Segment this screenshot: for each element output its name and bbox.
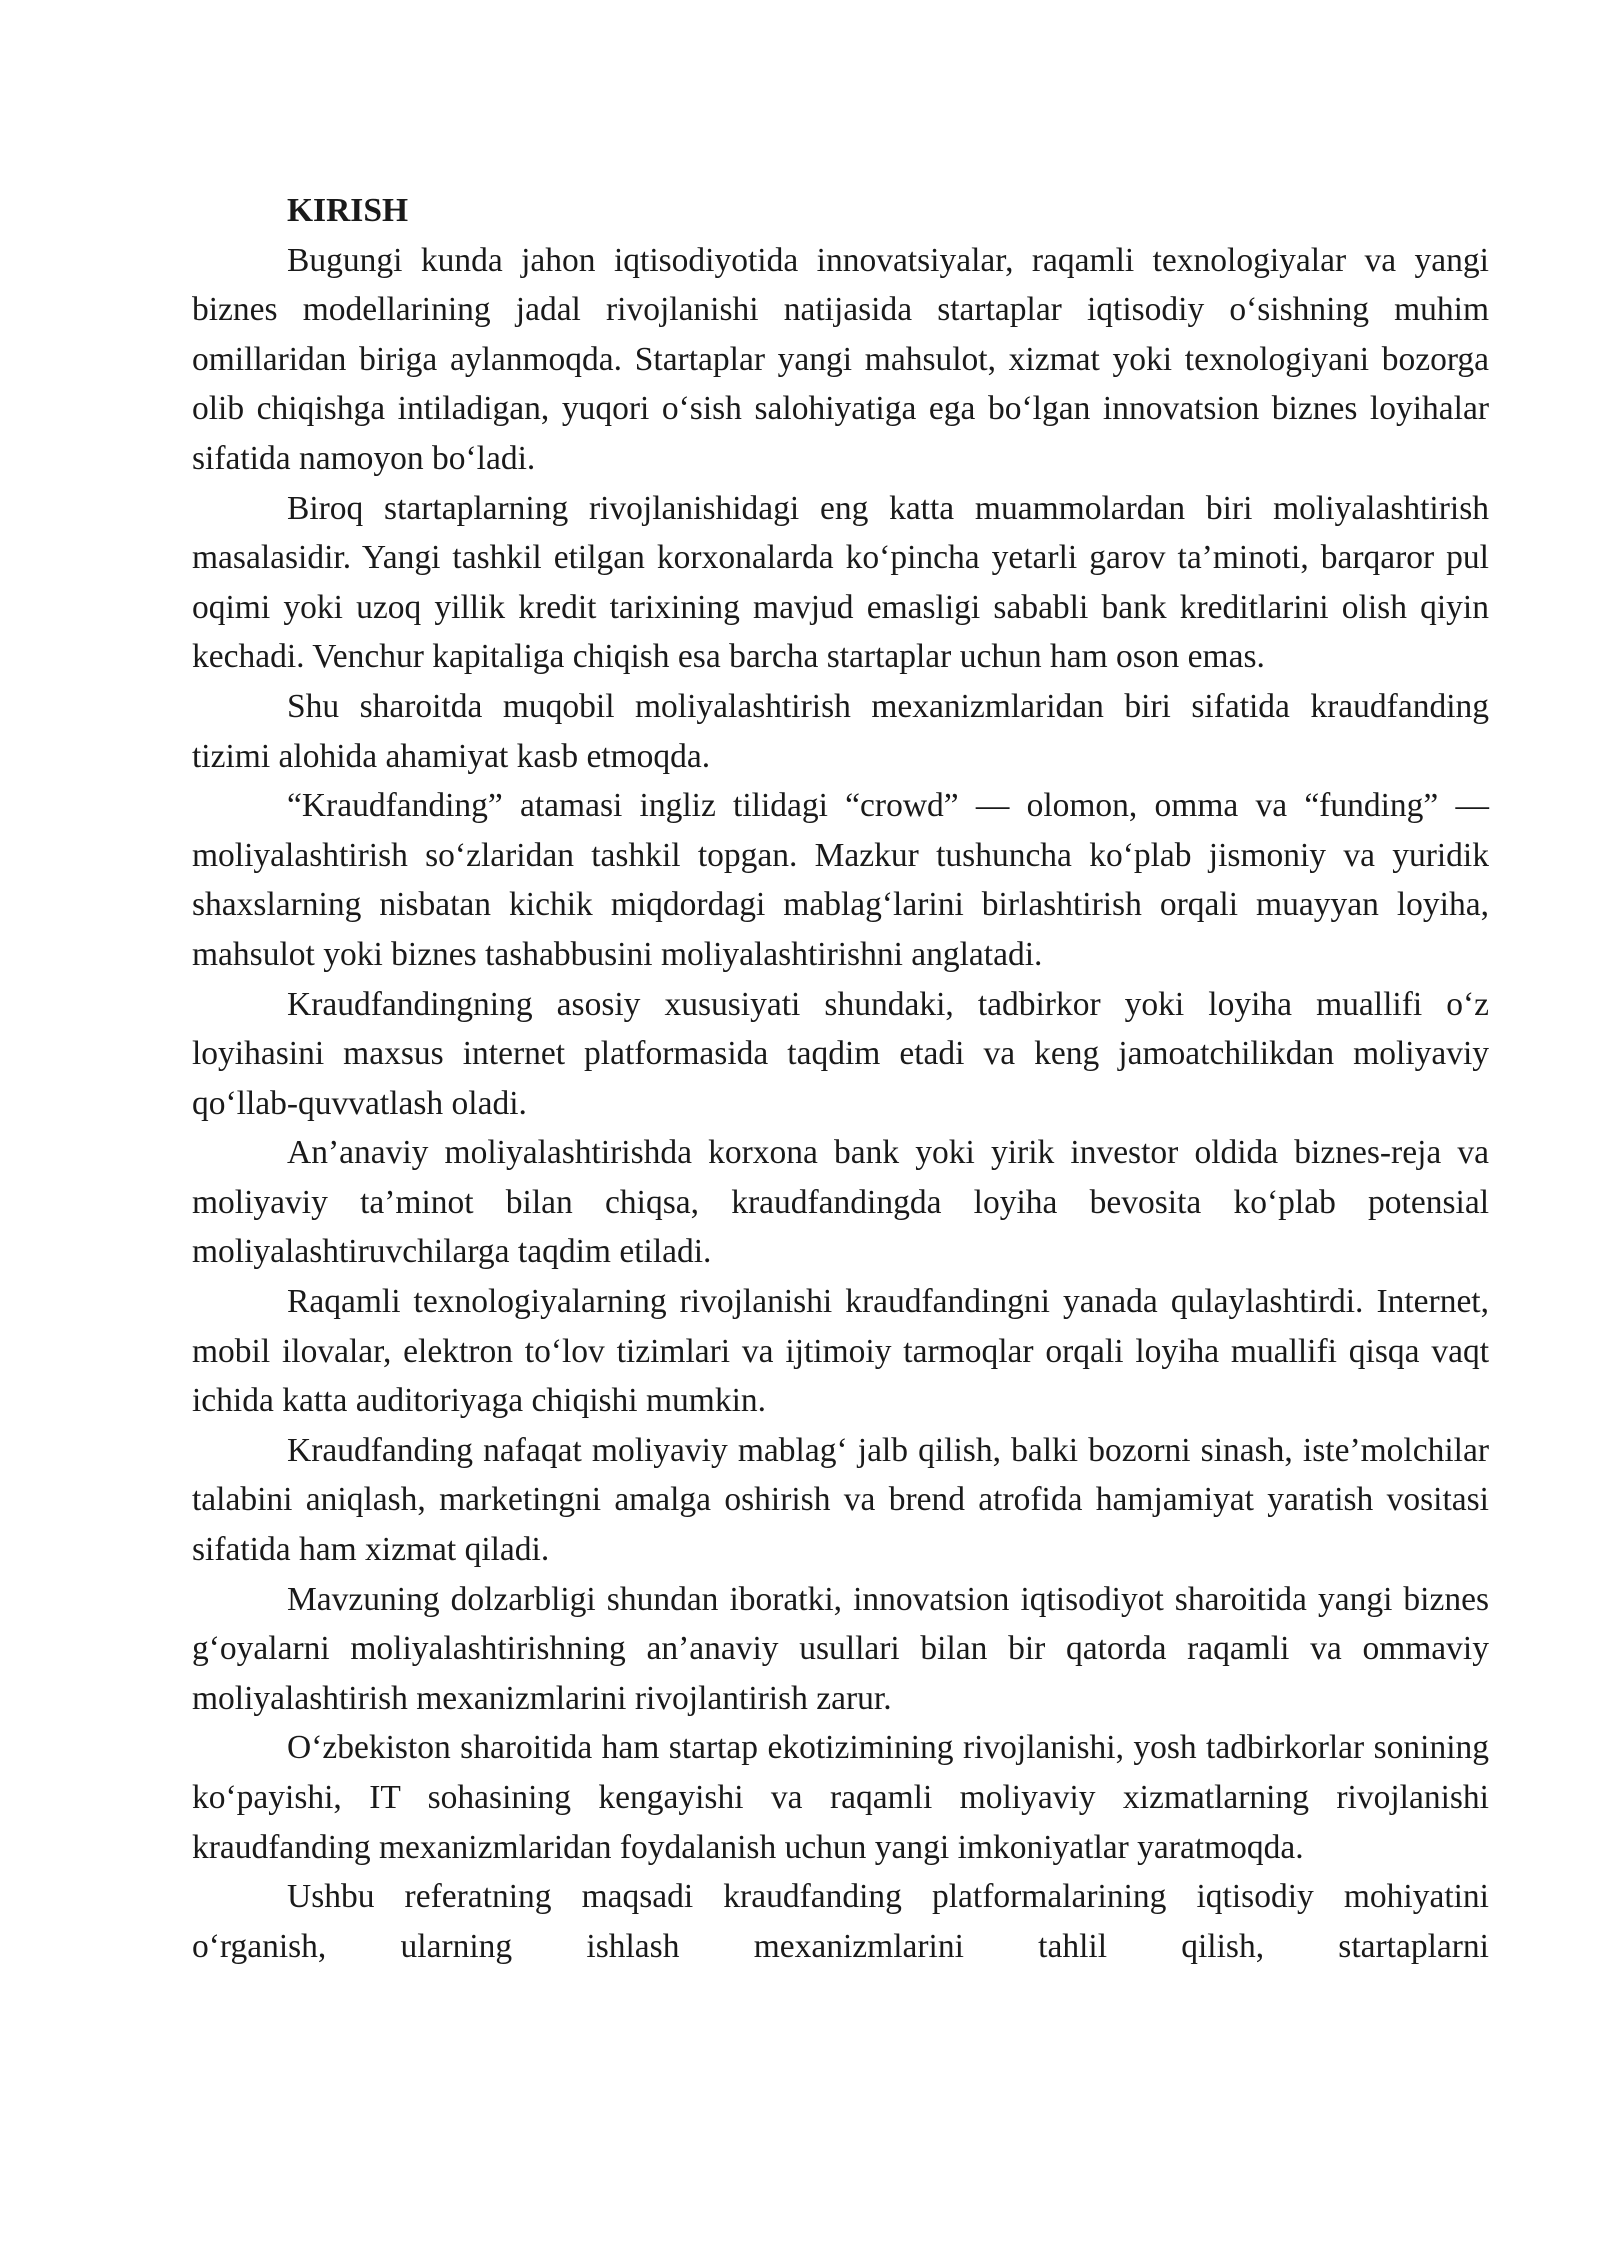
paragraph-10: O‘zbekiston sharoitida ham startap ekotizimining rivojlanishi, yosh tadbirkorlar sonining ko‘payishi, IT sohasining kengayishi va raqamli moliyaviy xizmatlarning rivojlanishi kraudfanding mexanizmlaridan foydalanish uchun yangi imkoniyatlar yaratmoqda.: [192, 1729, 1489, 1866]
paragraph-2: Biroq startaplarning rivojlanishidagi eng katta muammolardan biri moliyalashtirish masalasidir. Yangi tashkil etilgan korxonalarda ko‘pincha yetarli garov ta’minoti, barqaror pul oqimi yoki uzoq yillik kredit tarixining mavjud emasligi sababli bank kreditlarini olish qiyin kechadi. Venchur kapitaliga chiqish esa barcha startaplar uchun ham oson emas.: [192, 489, 1489, 676]
paragraph-7: Raqamli texnologiyalarning rivojlanishi kraudfandingni yanada qulaylashtirdi. Internet, mobil ilovalar, elektron to‘lov tizimlari va ijtimoiy tarmoqlar orqali loyiha muallifi qisqa vaqt ichida katta auditoriyaga chiqishi mumkin.: [192, 1283, 1489, 1420]
paragraph-9: Mavzuning dolzarbligi shundan iboratki, innovatsion iqtisodiyot sharoitida yangi biznes g‘oyalarni moliyalashtirishning an’anaviy usullari bilan bir qatorda raqamli va ommaviy moliyalashtirish mexanizmlarini rivojlantirish zarur.: [192, 1580, 1489, 1717]
paragraph-4: “Kraudfanding” atamasi ingliz tilidagi “crowd” — olomon, omma va “funding” — moliyalashtirish so‘zlaridan tashkil topgan. Mazkur tushuncha ko‘plab jismoniy va yuridik shaxslarning nisbatan kichik miqdordagi mablag‘larini birlashtirish orqali muayyan loyiha, mahsulot yoki biznes tashabbusini moliyalashtirishni anglatadi.: [192, 787, 1489, 973]
document-body: [192, 186, 1489, 1971]
paragraph-8: Kraudfanding nafaqat moliyaviy mablag‘ jalb qilish, balki bozorni sinash, iste’molchilar talabini aniqlash, marketingni amalga oshirish va brend atrofida hamjamiyat yaratish vositasi sifatida ham xizmat qiladi.: [192, 1431, 1489, 1569]
paragraph-5: Kraudfandingning asosiy xususiyati shundaki, tadbirkor yoki loyiha muallifi o‘z loyihasini maxsus internet platformasida taqdim etadi va keng jamoatchilikdan moliyaviy qo‘llab-quvvatlash oladi.: [192, 985, 1489, 1122]
paragraph-11: Ushbu referatning maqsadi kraudfanding platformalarining iqtisodiy mohiyatini o‘rganish, ularning ishlash mexanizmlarini tahlil qilish, startaplarni: [192, 1878, 1489, 1965]
section-heading: KIRISH: [287, 192, 409, 229]
paragraph-1: Bugungi kunda jahon iqtisodiyotida innovatsiyalar, raqamli texnologiyalar va yangi biznes modellarining jadal rivojlanishi natijasida startaplar iqtisodiy o‘sishning muhim omillaridan biriga aylanmoqda. Startaplar yangi mahsulot, xizmat yoki texnologiyani bozorga olib chiqishga intiladigan, yuqori o‘sish salohiyatiga ega bo‘lgan innovatsion biznes loyihalar sifatida namoyon bo‘ladi.: [192, 241, 1489, 477]
paragraph-6: An’anaviy moliyalashtirishda korxona bank yoki yirik investor oldida biznes-reja va moliyaviy ta’minot bilan chiqsa, kraudfandingda loyiha bevosita ko‘plab potensial moliyalashtiruvchilarga taqdim etiladi.: [192, 1134, 1489, 1271]
paragraph-3: Shu sharoitda muqobil moliyalashtirish mexanizmlaridan biri sifatida kraudfanding tizimi alohida ahamiyat kasb etmoqda.: [192, 687, 1489, 775]
